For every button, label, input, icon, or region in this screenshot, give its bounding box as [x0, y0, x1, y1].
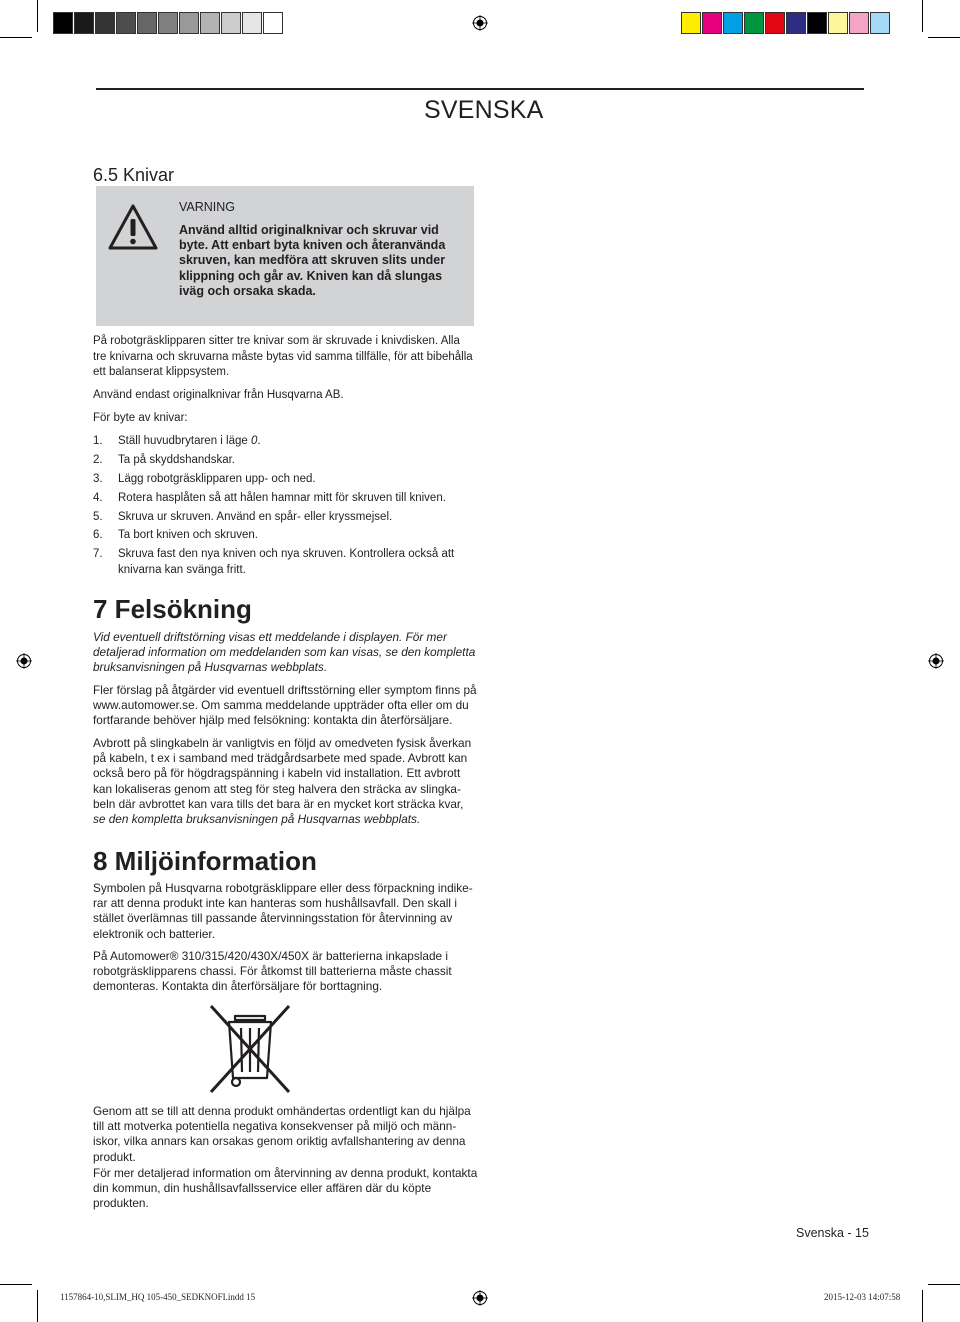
step-text-main: Ställ huvudbrytaren i läge	[118, 435, 251, 447]
warning-triangle-icon	[108, 204, 158, 250]
color-swatch	[828, 12, 848, 34]
crossed-bin-icon	[205, 1002, 295, 1094]
registration-mark-icon	[928, 653, 944, 669]
step-number: 4.	[93, 491, 103, 504]
color-swatch	[74, 12, 94, 34]
color-swatch	[744, 12, 764, 34]
crop-mark	[37, 0, 38, 32]
color-swatch	[263, 12, 283, 34]
registration-mark-icon	[472, 1290, 488, 1306]
step-text: Skruva fast den nya kniven och nya skruven. Kontrollera också att knivarna kan svänga fritt.	[118, 548, 455, 576]
felsokning-para2	[93, 736, 478, 827]
step-number: 6.	[93, 529, 103, 542]
list-item	[93, 547, 473, 578]
color-swatch	[200, 12, 220, 34]
felsokning-intro: Vid eventuell driftstörning visas ett meddelande i displayen. För mer detaljerad information om meddelanden som kan visas, se den kompletta bruksanvisningen på Husqvarnas webbplats.	[93, 630, 476, 675]
color-swatch	[242, 12, 262, 34]
knivar-steps-list	[93, 434, 473, 582]
list-item	[93, 510, 473, 526]
color-swatch	[786, 12, 806, 34]
crop-mark	[928, 1284, 960, 1285]
step-text: Ta på skyddshandskar.	[118, 453, 235, 466]
felsokning-para2-main: Avbrott på slingkabeln är vanligtvis en följd av omedveten fysisk åverkan på kabeln, t ex i samband med trädgårdsarbete med spade. Avbrott kan också bero på för högdragspänning i kabeln vid installation. Ett avbrott kan lokaliseras genom att steg för steg halvera den sträcka av slingkabeln där avbrottet kan vara tills det bara är en mycket kort sträcka kvar,	[93, 736, 472, 811]
section-heading-miljo: 8 Miljöinformation	[93, 846, 317, 876]
color-swatch	[723, 12, 743, 34]
warning-title: VARNING	[179, 200, 236, 214]
list-item	[93, 453, 473, 469]
color-swatch	[849, 12, 869, 34]
knivar-steps-intro: För byte av knivar:	[93, 412, 188, 424]
color-swatch	[53, 12, 73, 34]
felsokning-para2-italic: se den kompletta bruksanvisningen på Husqvarnas webbplats.	[93, 812, 421, 827]
list-item	[93, 472, 473, 488]
warning-box	[96, 186, 474, 326]
color-bar	[681, 12, 891, 34]
step-text-after: .	[257, 435, 261, 447]
header-rule	[96, 88, 864, 90]
crop-mark	[922, 1290, 923, 1322]
crop-mark	[0, 37, 32, 38]
step-text: Lägg robotgräsklipparen upp- och ned.	[118, 472, 316, 485]
crop-mark	[928, 37, 960, 38]
color-swatch	[137, 12, 157, 34]
miljo-para3: Genom att se till att denna produkt omhändertas ordentligt kan du hjälpa till att motverka potentiella negativa konsekvenser på miljö och människor, vilka annars kan orsakas genom oriktig avfallshantering av denna produkt.	[93, 1104, 471, 1164]
grayscale-bar	[53, 12, 284, 34]
step-number: 3.	[93, 472, 103, 485]
color-swatch	[765, 12, 785, 34]
color-swatch	[158, 12, 178, 34]
knivar-original-note: Använd endast originalknivar från Husqvarna AB.	[93, 389, 344, 401]
list-item	[93, 491, 473, 507]
section-heading-felsokning: 7 Felsökning	[93, 594, 252, 624]
knivar-intro: På robotgräsklipparen sitter tre knivar som är skruvade i knivdisken. Alla tre knivarna och skruvarna måste bytas vid samma tillfälle, för att bibehålla ett balanserat klippsystem.	[93, 335, 473, 378]
slug-filename: 1157864-10,SLIM_HQ 105-450_SEDKNOFI.indd 15	[60, 1292, 256, 1302]
registration-mark-icon	[16, 653, 32, 669]
slug-date: 2015-12-03 14:07:58	[824, 1292, 901, 1302]
step-text: Skruva ur skruven. Använd en spår- eller kryssmejsel.	[118, 510, 393, 523]
step-number: 7.	[93, 548, 103, 561]
color-swatch	[681, 12, 701, 34]
step-number: 2.	[93, 453, 103, 466]
color-swatch	[702, 12, 722, 34]
color-swatch	[870, 12, 890, 34]
felsokning-para1: Fler förslag på åtgärder vid eventuell driftsstörning eller symptom finns på www.automower.se. Om samma meddelande uppträder ofta eller om du fortfarande behöver hjälp med felsökning: kontakta din återförsäljare.	[93, 683, 477, 728]
color-swatch	[116, 12, 136, 34]
step-text: Ta bort kniven och skruven.	[118, 529, 258, 542]
color-swatch	[221, 12, 241, 34]
list-item	[93, 434, 473, 450]
step-text	[118, 434, 473, 450]
step-number: 5.	[93, 510, 103, 523]
miljo-para2: På Automower® 310/315/420/430X/450X är batterierna inkapslade i robotgräsklipparens chassi. För åtkomst till batterierna måste chassit demonteras. Kontakta din återförsäljare för borttagning.	[93, 949, 452, 994]
crop-mark	[37, 1290, 38, 1322]
color-swatch	[179, 12, 199, 34]
step-number: 1.	[93, 435, 103, 447]
crop-mark	[0, 1284, 32, 1285]
color-swatch	[95, 12, 115, 34]
section-heading-knivar: 6.5 Knivar	[93, 165, 175, 185]
miljo-para4: För mer detaljerad information om återvinning av denna produkt, kontakta din kommun, din hushållsavfallsservice eller affären där du köpte produkten.	[93, 1166, 478, 1211]
warning-text: Använd alltid originalknivar och skruvar vid byte. Att enbart byta kniven och återanvända skruven, kan medföra att skruven slits under klippning och går av. Kniven kan då slungas iväg och orsaka skada.	[179, 223, 446, 298]
registration-mark-icon	[472, 15, 488, 31]
miljo-para1: Symbolen på Husqvarna robotgräsklippare eller dess förpackning indikerar att denna produkt inte kan hanteras som hushållsavfall. Den skall i stället överlämnas till passande återvinningsstation för återvinning av elektronik och batterier.	[93, 881, 473, 941]
list-item	[93, 528, 473, 544]
crop-mark	[922, 0, 923, 32]
color-swatch	[807, 12, 827, 34]
page-number: Svenska - 15	[796, 1226, 869, 1240]
page-language-title: SVENSKA	[424, 96, 544, 124]
step-text: Rotera hasplåten så att hålen hamnar mitt för skruven till kniven.	[118, 491, 446, 504]
step-text-italic: 0	[250, 435, 258, 447]
